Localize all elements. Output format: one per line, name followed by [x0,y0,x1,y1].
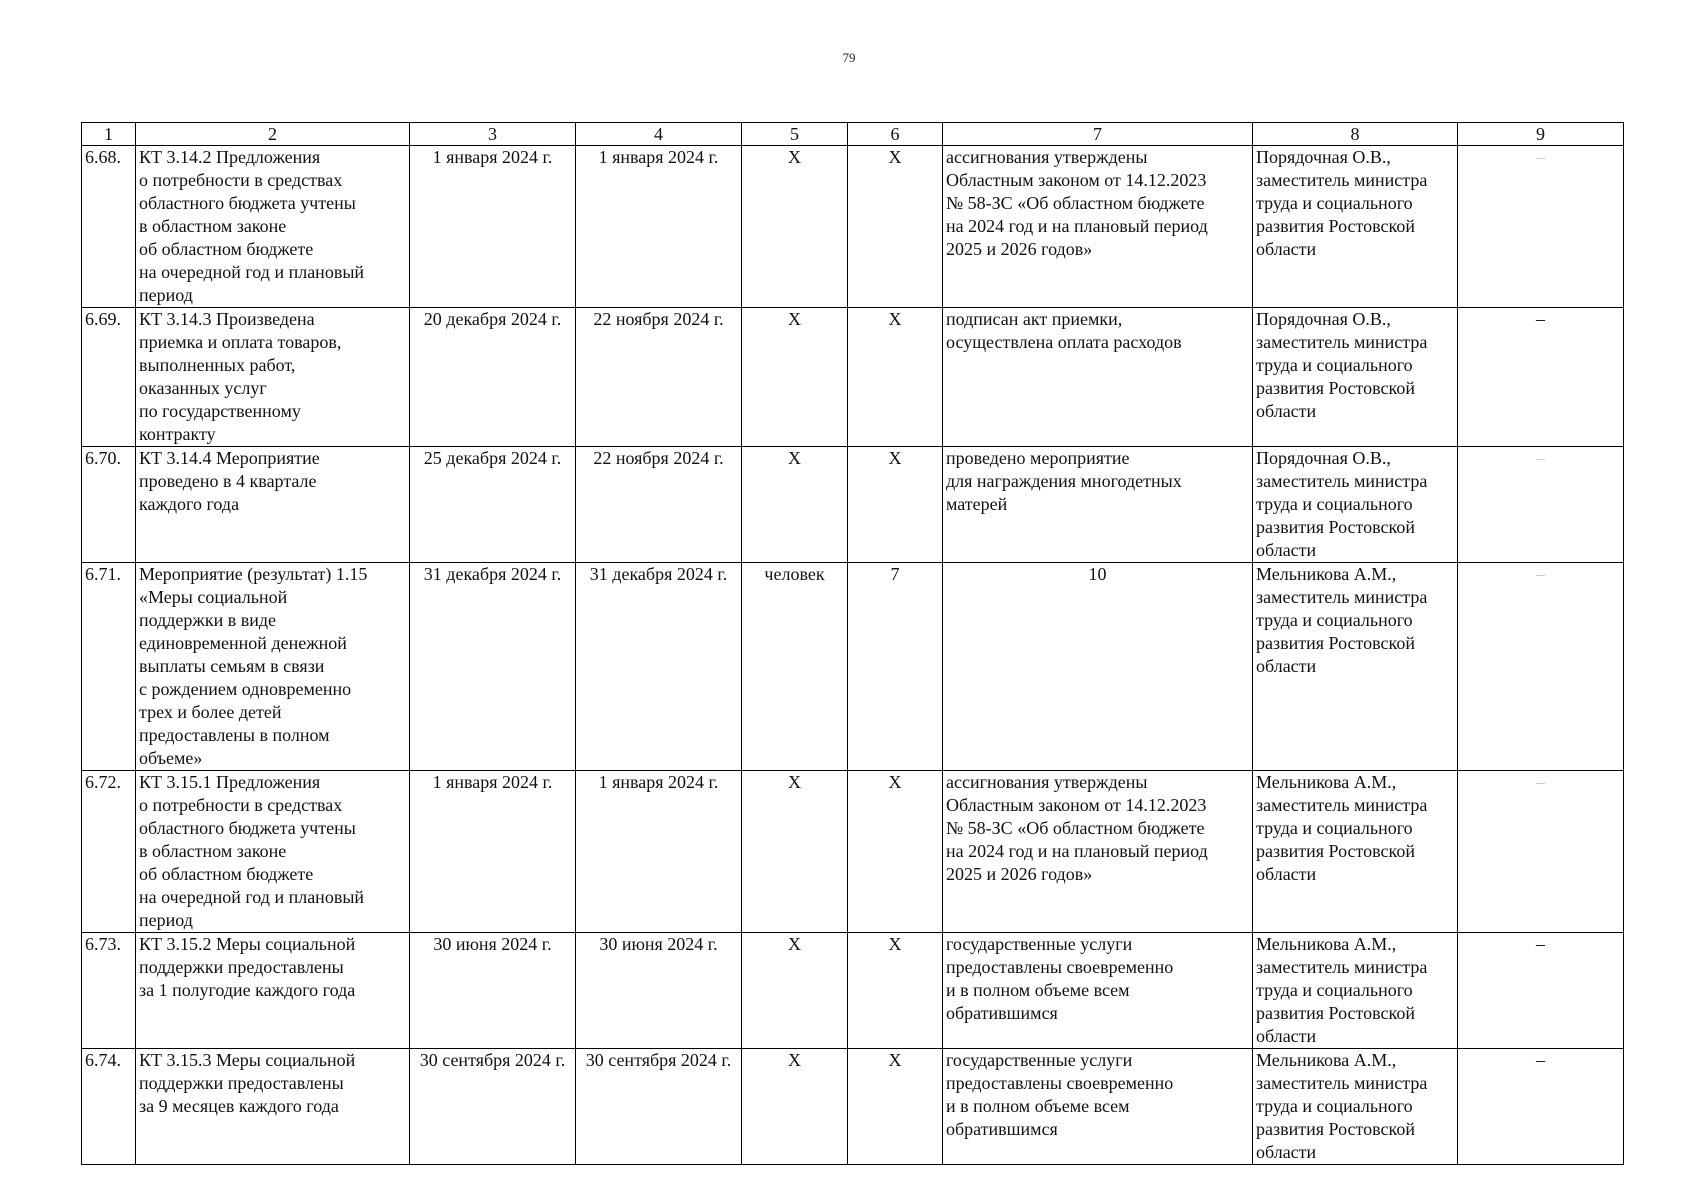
item-number: 6.74. [82,1049,136,1165]
unit-of-measure: Х [742,447,848,563]
responsible-person: Порядочная О.В., заместитель министра труда и социального развития Ростовской области [1253,447,1458,563]
planned-value: 7 [848,563,943,771]
column-number-row [82,123,1624,146]
column-number: 4 [576,123,742,146]
item-name: КТ 3.15.1 Предложения о потребности в средствах областного бюджета учтены в областном законе об областном бюджете на очередной год и плановый период [136,771,410,933]
unit-of-measure: Х [742,771,848,933]
unit-of-measure: Х [742,933,848,1049]
column-number: 8 [1253,123,1458,146]
note-dash: – [1458,146,1624,308]
responsible-person: Мельникова А.М., заместитель министра труда и социального развития Ростовской области [1253,1049,1458,1165]
item-number: 6.70. [82,447,136,563]
item-name: КТ 3.14.3 Произведена приемка и оплата товаров, выполненных работ, оказанных услуг по государственному контракту [136,308,410,447]
result-description: государственные услуги предоставлены своевременно и в полном объеме всем обратившимся [943,933,1253,1049]
table-row [82,1049,1624,1165]
column-number: 9 [1458,123,1624,146]
planned-value: Х [848,146,943,308]
result-description: ассигнования утверждены Областным законом от 14.12.2023 № 58-ЗС «Об областном бюджете на 2024 год и на плановый период 2025 и 2026 годов» [943,146,1253,308]
result-description: проведено мероприятие для награждения многодетных матерей [943,447,1253,563]
actual-date: 22 ноября 2024 г. [576,308,742,447]
actual-date: 22 ноября 2024 г. [576,447,742,563]
responsible-person: Мельникова А.М., заместитель министра труда и социального развития Ростовской области [1253,563,1458,771]
planned-date: 31 декабря 2024 г. [410,563,576,771]
table-row [82,146,1624,308]
item-name: КТ 3.15.3 Меры социальной поддержки предоставлены за 9 месяцев каждого года [136,1049,410,1165]
column-number: 3 [410,123,576,146]
note-dash: – [1458,933,1624,1049]
responsible-person: Порядочная О.В., заместитель министра труда и социального развития Ростовской области [1253,308,1458,447]
column-number: 5 [742,123,848,146]
result-description: ассигнования утверждены Областным законом от 14.12.2023 № 58-ЗС «Об областном бюджете на 2024 год и на плановый период 2025 и 2026 годов» [943,771,1253,933]
planned-date: 30 сентября 2024 г. [410,1049,576,1165]
planned-date: 20 декабря 2024 г. [410,308,576,447]
table-row [82,447,1624,563]
table-row [82,771,1624,933]
unit-of-measure: человек [742,563,848,771]
planned-value: Х [848,1049,943,1165]
unit-of-measure: Х [742,1049,848,1165]
item-number: 6.69. [82,308,136,447]
planned-date: 1 января 2024 г. [410,771,576,933]
table-row [82,563,1624,771]
actual-date: 1 января 2024 г. [576,771,742,933]
responsible-person: Мельникова А.М., заместитель министра труда и социального развития Ростовской области [1253,771,1458,933]
unit-of-measure: Х [742,308,848,447]
planned-value: Х [848,933,943,1049]
column-number: 1 [82,123,136,146]
planned-date: 30 июня 2024 г. [410,933,576,1049]
column-number: 6 [848,123,943,146]
page-number: 79 [842,50,856,65]
item-name: КТ 3.15.2 Меры социальной поддержки предоставлены за 1 полугодие каждого года [136,933,410,1049]
result-description: 10 [943,563,1253,771]
note-dash: – [1458,308,1624,447]
plan-table [81,122,1624,1165]
note-dash: – [1458,447,1624,563]
item-number: 6.72. [82,771,136,933]
unit-of-measure: Х [742,146,848,308]
table-row [82,933,1624,1049]
planned-value: Х [848,308,943,447]
actual-date: 31 декабря 2024 г. [576,563,742,771]
column-number: 7 [943,123,1253,146]
item-name: КТ 3.14.4 Мероприятие проведено в 4 квартале каждого года [136,447,410,563]
item-name: Мероприятие (результат) 1.15 «Меры социальной поддержки в виде единовременной денежной выплаты семьям в связи с рождением одновременно трех и более детей предоставлены в полном объеме» [136,563,410,771]
note-dash: – [1458,1049,1624,1165]
item-number: 6.73. [82,933,136,1049]
planned-value: Х [848,447,943,563]
responsible-person: Мельникова А.М., заместитель министра труда и социального развития Ростовской области [1253,933,1458,1049]
planned-value: Х [848,771,943,933]
column-number: 2 [136,123,410,146]
item-name: КТ 3.14.2 Предложения о потребности в средствах областного бюджета учтены в областном законе об областном бюджете на очередной год и плановый период [136,146,410,308]
responsible-person: Порядочная О.В., заместитель министра труда и социального развития Ростовской области [1253,146,1458,308]
item-number: 6.71. [82,563,136,771]
note-dash: – [1458,771,1624,933]
actual-date: 30 июня 2024 г. [576,933,742,1049]
actual-date: 1 января 2024 г. [576,146,742,308]
planned-date: 1 января 2024 г. [410,146,576,308]
result-description: государственные услуги предоставлены своевременно и в полном объеме всем обратившимся [943,1049,1253,1165]
result-description: подписан акт приемки, осуществлена оплата расходов [943,308,1253,447]
actual-date: 30 сентября 2024 г. [576,1049,742,1165]
planned-date: 25 декабря 2024 г. [410,447,576,563]
item-number: 6.68. [82,146,136,308]
note-dash: – [1458,563,1624,771]
table-row [82,308,1624,447]
